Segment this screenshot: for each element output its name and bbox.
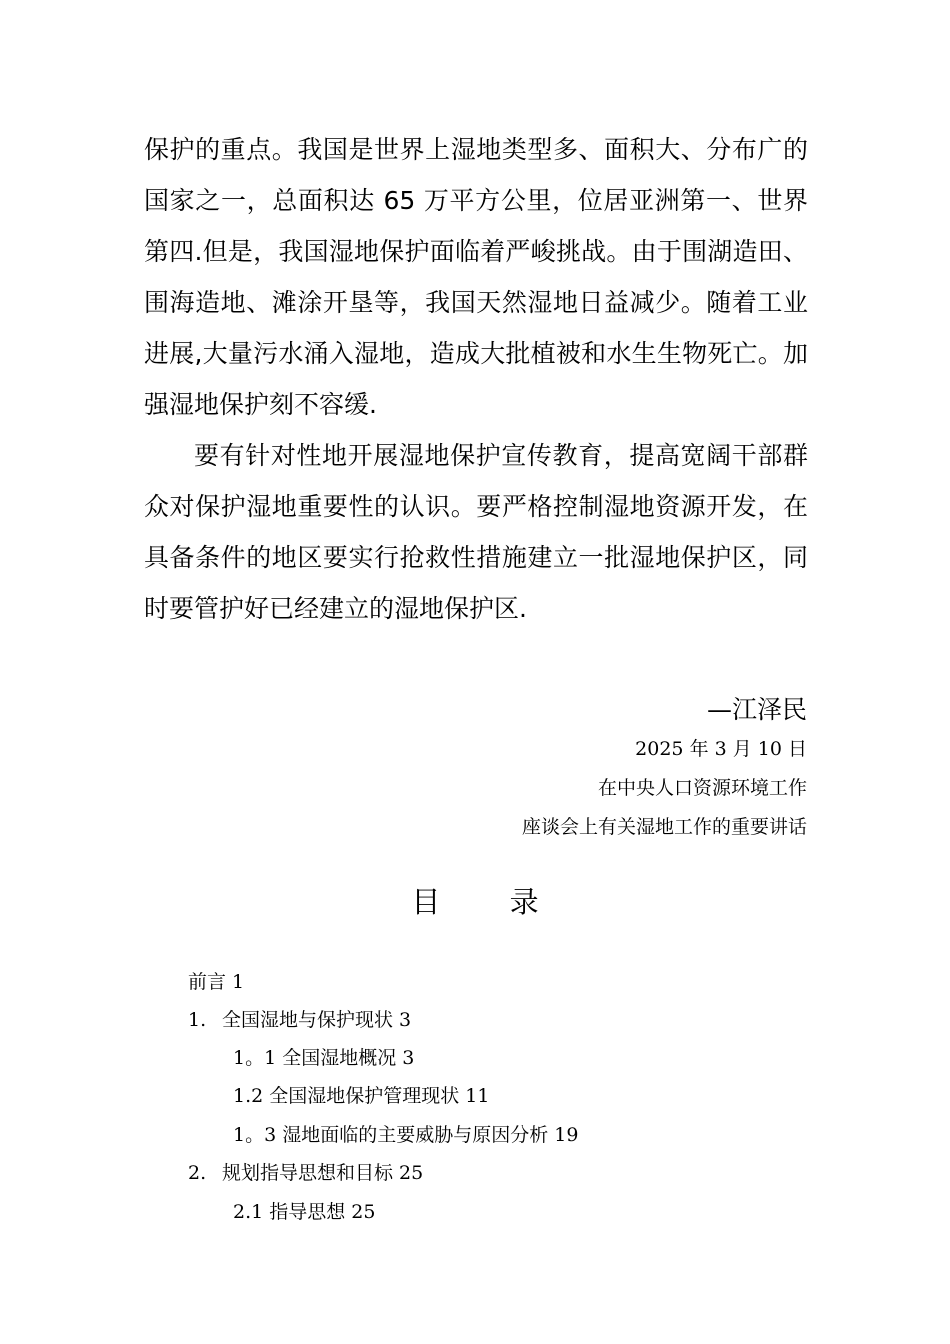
toc-item[interactable] — [188, 1158, 423, 1188]
toc-item-text: 2.1 指导思想 25 — [233, 1201, 376, 1223]
toc-item-text: 规划指导思想和目标 25 — [222, 1162, 424, 1184]
toc-item[interactable] — [188, 967, 244, 997]
toc-item[interactable] — [233, 1120, 578, 1150]
toc-item[interactable] — [233, 1043, 414, 1073]
body-text — [144, 124, 808, 634]
toc-item-number: 2. — [188, 1162, 207, 1184]
signature-date: 2025 年 3 月 10 日 — [635, 738, 807, 760]
signature-name: —江泽民 — [706, 695, 807, 724]
paragraph-2: 要有针对性地开展湿地保护宣传教育，提高宽阔干部群众对保护湿地重要性的认识。要严格控制湿地资源开发，在具备条件的地区要实行抢救性措施建立一批湿地保护区，同时要管护好已经建立的湿地保护区. — [144, 441, 808, 623]
signature-line-2: 座谈会上有关湿地工作的重要讲话 — [521, 816, 807, 838]
toc-item-text: 前言 1 — [188, 971, 245, 993]
toc-item-text: 全国湿地与保护现状 3 — [222, 1009, 412, 1031]
toc-item[interactable] — [188, 1005, 411, 1035]
toc-item-text: 1。1 全国湿地概况 3 — [233, 1047, 415, 1069]
toc-item[interactable] — [233, 1081, 489, 1111]
toc-item-number: 1. — [188, 1009, 207, 1031]
toc-title: 目 录 — [411, 885, 569, 919]
signature-line-1: 在中央人口资源环境工作 — [597, 777, 807, 799]
toc-item-text: 1。3 湿地面临的主要威胁与原因分析 19 — [233, 1124, 579, 1146]
toc-item-text: 1.2 全国湿地保护管理现状 11 — [233, 1085, 490, 1107]
toc-item[interactable] — [233, 1197, 375, 1227]
paragraph-1: 保护的重点。我国是世界上湿地类型多、面积大、分布广的国家之一，总面积达 65 万平方公里，位居亚洲第一、世界第四.但是，我国湿地保护面临着严峻挑战。由于围湖造田、围海造地、滩涂开垦等，我国天然湿地日益减少。随着工业进展,大量污水涌入湿地，造成大批植被和水生生物死亡。加强湿地保护刻不容缓. — [144, 135, 808, 419]
